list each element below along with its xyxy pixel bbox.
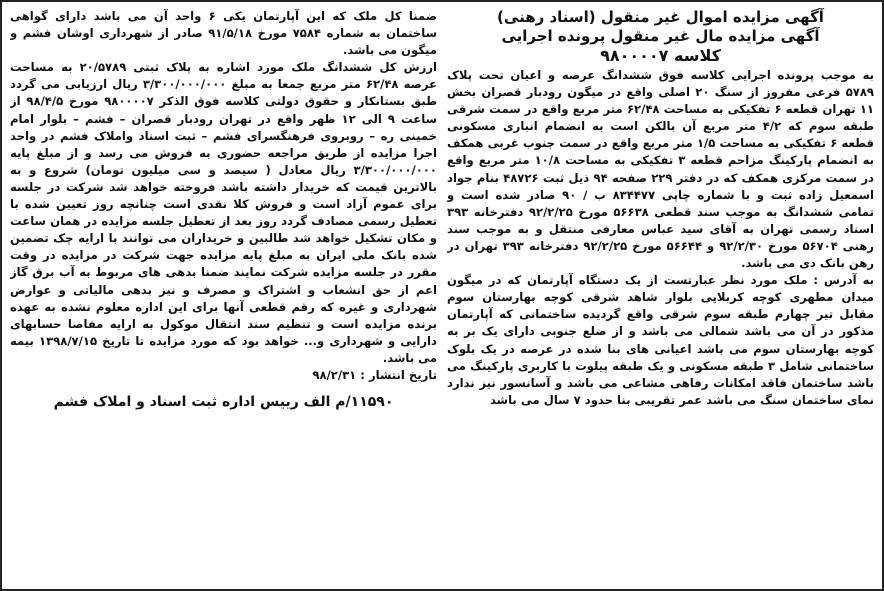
right-column — [447, 8, 874, 585]
property-description: به موجب پرونده اجرایی کلاسه فوق ششدانگ عرصه و اعیان تحت پلاک ۵۷۸۹ فرعی مفروز از سنگ ۲۰ اصلی واقع در میگون رودبار قصران بخش ۱۱ تهران قطعه ۶ تفکیکی به مساحت ۶۲/۴۸ متر مربع واقع در سمت شرقی طبقه سوم که ۴/۲ متر مربع آن بالکن است به انضمام انباری مسکونی قطعه ۶ تفکیکی به مساحت ۱/۵ متر مربع واقع در سمت جنوب غربی همکف به انضمام پارکینگ مزاحم قطعه ۳ تفکیکی به مساحت ۱۰/۸ متر مربع واقع در سمت مرکزی همکف که در دفتر ۲۲۹ صفحه ۹۴ ذیل ثبت ۴۸۷۲۶ بنام جواد اسمعیل زاده ثبت و با شماره چاپی ۸۳۴۴۷۷ ب / ۹۰ صادر شده است و تمامی ششدانگ به موجب سند قطعی ۵۶۶۳۸ مورخ ۹۲/۲/۲۵ دفترخانه ۳۹۳ اسناد رسمی تهران به آقای سید عباس معارفی منتقل و به موجب سند رهنی ۵۶۷۰۴ مورخ ۹۲/۲/۳۰ و ۵۶۶۴۴ مورخ ۹۲/۲/۲۵ دفترخانه ۳۹۳ تهران در رهن بانک دی می باشد. — [447, 68, 874, 271]
notice-header — [447, 8, 874, 65]
property-address: به آدرس : ملک مورد نظر عبارتست از یک دستگاه آپارتمان که در میگون میدان مطهری کوچه کربلایی بلوار شاهد شرقی کوچه بهارستان سوم مقابل تیر چهارم طبقه سوم شرقی واقع گردیده ساختمانی که آپارتمان مذکور در آن می باشد شمالی می باشد و از ضلع جنوبی دارای یک بر به کوچه بهارستان سوم می باشد اعیانی های بنا شده در عرصه در یک بلوک ساختمانی شامل ۳ طبقه مسکونی و یک طبقه پیلوت با کاربری پارکینگ می باشد ساختمان فاقد امکانات رفاهی مشاعی می باشد و آسانسور نیز ندارد نمای ساختمان سنگ می باشد عمر تقریبی بنا حدود ۷ سال می باشد — [447, 273, 874, 407]
notice-title: آگهی مزایده اموال غیر منقول (اسناد رهنی) — [497, 8, 824, 26]
publish-date: تاریخ انتشار : ۹۸/۲/۳۱ — [312, 367, 437, 382]
building-certificate: ضمنا کل ملک که این آپارتمان یکی ۶ واحد آن می باشد دارای گواهی ساختمان به شماره ۷۵۸۴ مورخ ۹۱/۵/۱۸ صادر از شهرداری اوشان فشم و میگون می باشد. — [10, 9, 437, 58]
left-column — [10, 8, 437, 585]
auction-terms: ارزش کل ششدانگ ملک مورد اشاره به پلاک ثبتی ۲۰/۵۷۸۹ به مساحت عرصه ۶۲/۴۸ متر مربع جمعا به مبلغ ۳/۳۰۰/۰۰۰/۰۰۰ ریال ارزیابی می گردد طبق بستانکار و حقوق دولتی کلاسه فوق الذکر ۹۸۰۰۰۰۷ مورخ ۹۸/۴/۵ از ساعت ۹ الی ۱۲ ظهر واقع در تهران رودبار قصران – فشم – بلوار امام خمینی ره – روبروی فرهنگسرای فشم – ثبت اسناد واملاک فشم در واحد اجرا مزایده از طریق مراجعه حضوری به فروش می رسد و از مبلغ پایه ۳/۳۰۰/۰۰۰/۰۰۰ ریال معادل ( سیصد و سی میلیون تومان) شروع و به بالاترین قیمت که خریدار داشته باشد فروخته خواهد شد شرکت در جلسه برای عموم آزاد است و فروش کلا نقدی است چنانچه روز تعیین شده با تعطیل رسمی مصادف گردد روز بعد از تعطیل جلسه مزایده در همان ساعت و مکان تشکیل خواهد شد طالبین و خریداران می توانند با ارایه چک تضمین شده بانک ملی ایران به مبلغ پایه مزایده جهت شرکت در مزایده در وقت مقرر در جلسه مزایده شرکت نمایند ضمنا بدهی های مربوط به آب برق گاز اعم از حق انشعاب و اشتراک و مصرف و نیز بدهی مالیاتی و عوارض شهرداری و غیره که رقم قطعی آنها برای این اداره معلوم نشده به عهده برنده مزایده است و تنظیم سند انتقال موکول به ارایه مفاصا حسابهای دارایی و شهرداری و... خواهد بود که مورد مزایده تا تاریخ ۱۳۹۸/۷/۱۵ بیمه می باشد. — [10, 60, 437, 365]
notice-subtitle: آگهی مزایده مال غیر منقول پرونده اجرایی — [501, 27, 820, 45]
signature-line: ۱۱۵۹۰/م الف رییس اداره ثبت اسناد و املاک فشم — [53, 394, 394, 411]
case-class-number: کلاسه ۹۸۰۰۰۰۷ — [600, 46, 721, 65]
